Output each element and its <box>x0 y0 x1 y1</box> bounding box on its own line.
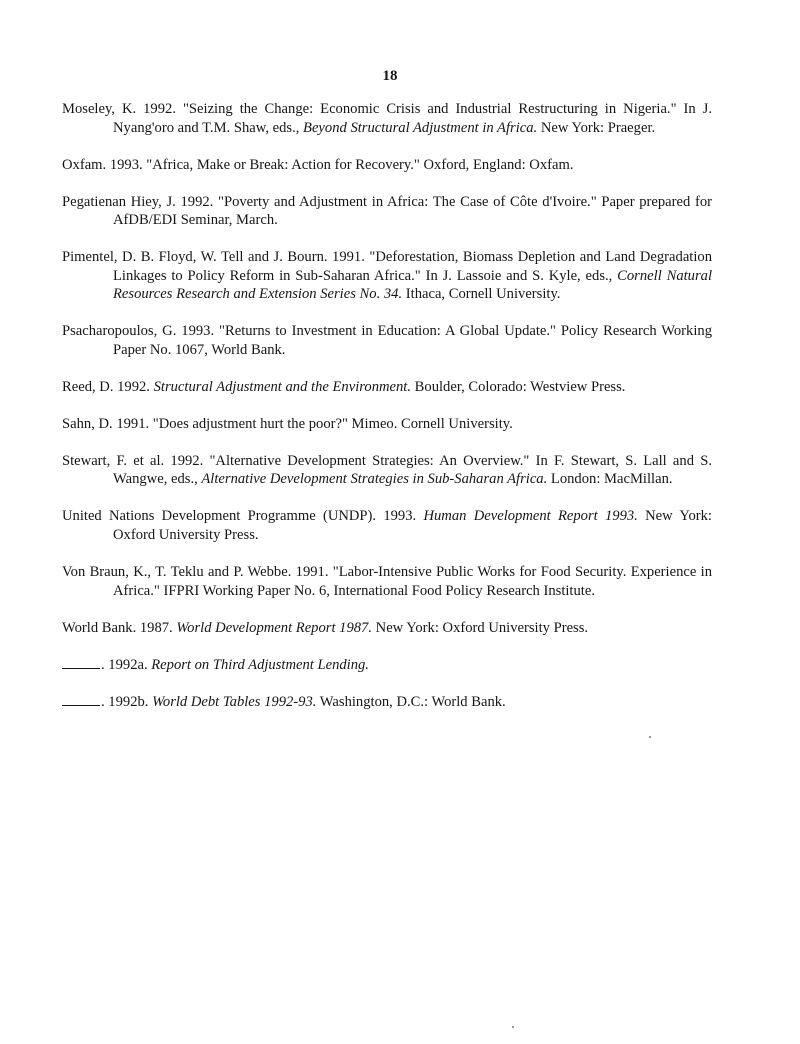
reference-publisher: Washington, D.C.: World Bank. <box>316 693 506 710</box>
reference-entry <box>62 193 712 230</box>
reference-text: . 1992b. <box>101 693 153 710</box>
reference-title: Human Development Report 1993. <box>423 508 638 525</box>
reference-text: Psacharopoulos, G. 1993. "Returns to Investment in Education: A Global Update." Policy Research Working Paper No. 1067, World Bank. <box>62 323 712 358</box>
reference-entry <box>62 619 712 638</box>
ditto-dash <box>62 667 100 669</box>
reference-text: United Nations Development Programme (UNDP). 1993. <box>62 508 424 525</box>
reference-entry <box>62 656 712 675</box>
reference-title: Cornell Natural Resources Research and Extension Series No. 34. <box>113 267 713 303</box>
reference-entry <box>62 415 712 434</box>
reference-text: Stewart, F. et al. 1992. "Alternative Development Strategies: An Overview." In F. Stewart, S. Lall and S. Wangwe, eds., <box>62 452 712 488</box>
reference-list <box>62 100 712 730</box>
reference-entry <box>62 507 712 544</box>
page-number: 18 <box>382 68 398 84</box>
reference-publisher: New York: Oxford University Press. <box>113 508 712 544</box>
reference-entry <box>62 322 712 359</box>
scan-speck <box>512 1026 514 1028</box>
reference-entry <box>62 378 712 397</box>
reference-text: Sahn, D. 1991. "Does adjustment hurt the poor?" Mimeo. Cornell University. <box>62 415 513 432</box>
reference-entry <box>62 452 712 489</box>
reference-text: Pegatienan Hiey, J. 1992. "Poverty and Adjustment in Africa: The Case of Côte d'Ivoire." Paper prepared for AfDB/EDI Seminar, March. <box>62 193 712 229</box>
reference-publisher: London: MacMillan. <box>547 471 673 488</box>
reference-publisher: Boulder, Colorado: Westview Press. <box>411 378 626 395</box>
reference-title: Alternative Development Strategies in Sub-Saharan Africa. <box>201 471 548 488</box>
reference-entry <box>62 156 712 175</box>
reference-title: Structural Adjustment and the Environment. <box>153 378 412 395</box>
reference-title: Beyond Structural Adjustment in Africa. <box>303 119 538 136</box>
reference-text: World Bank. 1987. <box>62 619 177 636</box>
reference-title: Report on Third Adjustment Lending. <box>151 656 369 673</box>
reference-text: Pimentel, D. B. Floyd, W. Tell and J. Bourn. 1991. "Deforestation, Biomass Depletion and Land Degradation Linkages to Policy Reform in Sub-Saharan Africa." In J. Lassoie and S. Kyle, eds., <box>62 249 712 284</box>
reference-text: Reed, D. 1992. <box>62 378 154 395</box>
reference-text: . 1992a. <box>101 656 152 673</box>
reference-text: Moseley, K. 1992. "Seizing the Change: Economic Crisis and Industrial Restructuring in Nigeria." In J. Nyang'oro and T.M. Shaw, eds., <box>62 101 712 136</box>
reference-entry <box>62 100 712 137</box>
reference-entry <box>62 693 712 712</box>
scan-speck <box>649 736 651 738</box>
reference-text: Oxfam. 1993. "Africa, Make or Break: Action for Recovery." Oxford, England: Oxfam. <box>62 156 574 173</box>
reference-text: Von Braun, K., T. Teklu and P. Webbe. 1991. "Labor-Intensive Public Works for Food Security. Experience in Africa." IFPRI Working Paper No. 6, International Food Policy Research Institute. <box>62 564 712 599</box>
reference-entry <box>62 563 712 600</box>
ditto-dash <box>62 704 100 706</box>
reference-publisher: New York: Oxford University Press. <box>372 619 589 636</box>
reference-title: World Development Report 1987. <box>176 619 372 636</box>
reference-title: World Debt Tables 1992-93. <box>152 693 317 710</box>
reference-publisher: Ithaca, Cornell University. <box>402 286 561 303</box>
reference-publisher: New York: Praeger. <box>537 119 656 136</box>
reference-entry <box>62 248 712 304</box>
